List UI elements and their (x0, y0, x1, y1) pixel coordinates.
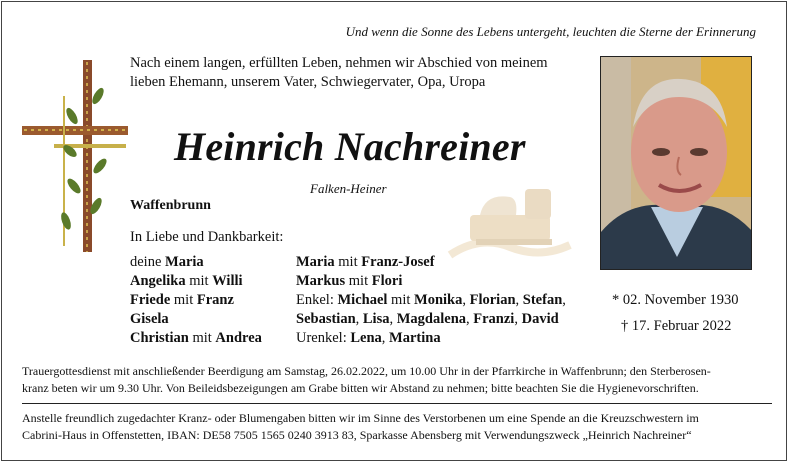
donation-line-2: Cabrini-Haus in Offenstetten, IBAN: DE58 7505 1565 0240 3913 83, Sparkasse Abensberg mit Verwendungszweck „Heinrich Nachreiner“ (22, 428, 692, 442)
mourner-name: Stefan (522, 292, 563, 308)
separator: , (381, 330, 390, 346)
mourner-name: Lisa (362, 311, 390, 327)
intro-text (130, 54, 580, 92)
mourner-partner: Flori (371, 273, 403, 289)
hometown: Waffenbrunn (130, 198, 211, 213)
funeral-line-1: Trauergottesdienst mit anschließender Beerdigung am Samstag, 26.02.2022, um 10.00 Uhr in der Pfarrkirche in Waffenbrunn; den Sterberosen- (22, 364, 711, 378)
thanks-line: In Liebe und Dankbarkeit: (130, 229, 284, 245)
mourner-connector: mit (185, 273, 213, 289)
mourner-connector: mit (345, 273, 372, 289)
mourner-row (130, 291, 262, 310)
separator: , (462, 292, 470, 308)
mourner-partner: Andrea (215, 330, 262, 346)
mourner-name: Magdalena (396, 311, 467, 327)
mourner-name: Monika (414, 292, 463, 308)
mourner-name: Angelika (130, 273, 186, 289)
mourner-name: Gisela (130, 311, 169, 327)
mourner-partner: Willi (212, 273, 243, 289)
mourner-partner: Franz-Josef (361, 254, 435, 270)
funeral-line-2: kranz beten wir um 9.30 Uhr. Von Beileidsbezeigungen am Grabe bitten wir Abstand zu nehmen; bitte beachten Sie die Hygienevorschriften. (22, 381, 699, 395)
deceased-name: Heinrich Nachreiner (174, 124, 526, 169)
mourner-name: Sebastian (296, 311, 356, 327)
death-date: † 17. Februar 2022 (621, 318, 732, 334)
great-grandchildren-row (296, 329, 566, 348)
mourner-row (296, 253, 566, 272)
mourner-name: Christian (130, 330, 189, 346)
mourner-connector: mit (387, 292, 415, 308)
grandchildren-row (296, 291, 566, 310)
separator: , (562, 292, 566, 308)
mourner-connector: mit (170, 292, 197, 308)
mourner-name: David (521, 311, 559, 327)
mourners-left (130, 253, 262, 348)
mourner-name: Florian (469, 292, 516, 308)
mourner-name: Maria (296, 254, 335, 270)
nickname: Falken-Heiner (310, 181, 387, 196)
mourner-prefix: deine (130, 254, 166, 270)
separator: , (515, 292, 523, 308)
mourner-name: Martina (389, 330, 441, 346)
portrait-photo (600, 56, 752, 270)
mourner-name: Michael (337, 292, 388, 308)
grandchildren-row (296, 310, 566, 329)
mourner-name: Lena (350, 330, 382, 346)
mourner-name: Friede (130, 292, 171, 308)
mourner-partner: Franz (196, 292, 234, 308)
separator: , (514, 311, 522, 327)
funeral-info (22, 363, 772, 397)
mourner-row (296, 272, 566, 291)
birth-date: * 02. November 1930 (612, 292, 739, 308)
mourner-name: Maria (165, 254, 204, 270)
mourner-row (130, 329, 262, 348)
mourner-row (130, 272, 262, 291)
wooden-cross-icon (20, 56, 130, 256)
mourner-name: Markus (296, 273, 346, 289)
donation-line-1: Anstelle freundlich zugedachter Kranz- oder Blumengaben bitten wir im Sinne des Verstorbenen um eine Spende an die Kreuzschwestern im (22, 411, 699, 425)
intro-line-2: lieben Ehemann, unserem Vater, Schwiegervater, Opa, Uropa (130, 74, 486, 90)
mourners-right (296, 253, 566, 348)
mourner-connector: mit (188, 330, 216, 346)
intro-line-1: Nach einem langen, erfüllten Leben, nehmen wir Abschied von meinem (130, 55, 548, 71)
grandchildren-label: Enkel: (296, 292, 338, 308)
mourner-name: Franzi (473, 311, 515, 327)
mourner-row (130, 310, 262, 329)
mourner-connector: mit (334, 254, 362, 270)
divider (22, 403, 772, 404)
separator: , (355, 311, 363, 327)
great-grandchildren-label: Urenkel: (296, 330, 351, 346)
separator: , (389, 311, 397, 327)
separator: , (466, 311, 474, 327)
mourner-row (130, 253, 262, 272)
donation-info (22, 410, 772, 444)
motto: Und wenn die Sonne des Lebens untergeht, leuchten die Sterne der Erinnerung (345, 24, 756, 39)
